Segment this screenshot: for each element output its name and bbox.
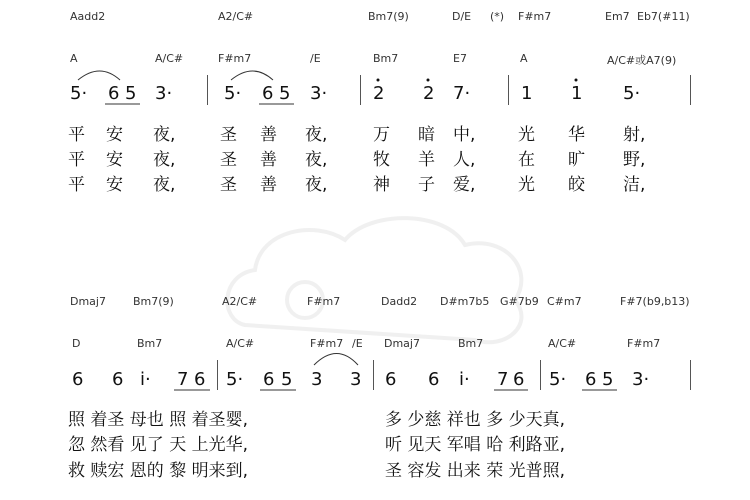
chord: Bm7 <box>458 337 484 350</box>
lyric-line: 圣 容发 出来 荣 光普照, <box>385 461 566 481</box>
lyric-line: 照 着圣 母也 照 着圣婴, <box>68 410 249 430</box>
lyric-char: 爱, <box>453 175 476 195</box>
top-chord: Em7 <box>605 10 630 23</box>
lyric-char: 夜, <box>305 150 328 170</box>
slur <box>231 71 273 80</box>
top-chord: A2/C# <box>218 10 254 23</box>
chord: Dmaj7 <box>384 337 420 350</box>
top-chord: (*) <box>490 10 505 23</box>
lyric-char: 子 <box>418 175 435 195</box>
note: 5· <box>70 83 88 104</box>
note: 1 <box>521 83 533 104</box>
note: 3· <box>310 83 328 104</box>
top-chord: Dadd2 <box>381 295 418 308</box>
lyric-char: 华 <box>568 125 585 145</box>
lyric-char: 夜, <box>153 150 176 170</box>
chord: E7 <box>453 52 467 65</box>
top-chord: Bm7(9) <box>133 295 174 308</box>
note: 5· <box>226 369 244 390</box>
lyric-line: 救 赎宏 恩的 黎 明来到, <box>68 461 249 481</box>
lyric-char: 旷 <box>568 150 585 170</box>
lyric-char: 中, <box>453 125 476 145</box>
chord: /E <box>310 52 321 65</box>
top-chord: G#7b9 <box>500 295 539 308</box>
chord: F#m7 <box>218 52 252 65</box>
top-chord: Dmaj7 <box>70 295 106 308</box>
lyric-char: 平 <box>68 175 85 195</box>
note: i· <box>459 369 470 390</box>
note: 6 <box>585 369 597 390</box>
lyric-char: 暗 <box>418 125 435 145</box>
lyric-line: 听 见天 军唱 哈 利路亚, <box>385 435 566 455</box>
note: 6 <box>112 369 124 390</box>
slur <box>78 71 120 80</box>
note: i· <box>140 369 151 390</box>
lyric-char: 圣 <box>220 175 237 195</box>
chord: A <box>520 52 528 65</box>
lyric-char: 夜, <box>153 175 176 195</box>
top-chord: D#m7b5 <box>440 295 490 308</box>
chord: F#m7 <box>310 337 344 350</box>
top-chord: Eb7(#11) <box>637 10 690 23</box>
top-chord: A2/C# <box>222 295 258 308</box>
lyric-char: 人, <box>453 150 476 170</box>
chord: Bm7 <box>137 337 163 350</box>
chord: A/C# <box>226 337 255 350</box>
lyric-char: 射, <box>623 125 646 145</box>
note: 5· <box>623 83 641 104</box>
chord: A/C# <box>548 337 577 350</box>
top-chord: F#m7 <box>518 10 552 23</box>
top-chord: F#m7 <box>307 295 341 308</box>
lyric-line: 忽 然看 见了 天 上光华, <box>68 435 249 455</box>
octave-dot <box>427 79 430 82</box>
note: 3· <box>632 369 650 390</box>
lyric-char: 善 <box>260 150 277 170</box>
lyric-char: 安 <box>106 125 123 145</box>
chord: F#m7 <box>627 337 661 350</box>
note: 6 <box>72 369 84 390</box>
lyric-char: 光 <box>518 175 535 195</box>
lyric-char: 神 <box>373 175 390 195</box>
lyric-char: 夜, <box>153 125 176 145</box>
chord: A <box>70 52 78 65</box>
lyric-char: 善 <box>260 125 277 145</box>
top-chord: F#7(b9,b13) <box>620 295 690 308</box>
top-chord: Aadd2 <box>70 10 106 23</box>
note: 6 <box>108 83 120 104</box>
octave-dot <box>377 79 380 82</box>
top-chord: D/E <box>452 10 472 23</box>
note: 6 <box>428 369 440 390</box>
note: 6 <box>513 369 525 390</box>
chord: A/C# <box>155 52 184 65</box>
note: 3 <box>350 369 362 390</box>
lyric-char: 牧 <box>373 150 390 170</box>
lyric-char: 夜, <box>305 175 328 195</box>
lyric-char: 皎 <box>568 175 585 195</box>
note: 1 <box>571 83 583 104</box>
note: 5 <box>279 83 291 104</box>
note: 5 <box>281 369 293 390</box>
lyric-char: 善 <box>260 175 277 195</box>
top-chord: C#m7 <box>547 295 582 308</box>
note: 6 <box>263 369 275 390</box>
note: 3· <box>155 83 173 104</box>
note: 6 <box>385 369 397 390</box>
note: 3 <box>311 369 323 390</box>
note: 5· <box>224 83 242 104</box>
lyric-char: 羊 <box>418 150 435 170</box>
chord: A/C#或A7(9) <box>607 54 677 67</box>
lyric-char: 圣 <box>220 150 237 170</box>
note: 7 <box>177 369 189 390</box>
slur <box>314 354 358 366</box>
lyric-char: 安 <box>106 175 123 195</box>
lyric-char: 平 <box>68 150 85 170</box>
lyric-char: 圣 <box>220 125 237 145</box>
note: 5 <box>125 83 137 104</box>
note: 7 <box>497 369 509 390</box>
lyric-char: 野, <box>623 150 646 170</box>
lyric-char: 夜, <box>305 125 328 145</box>
note: 7· <box>453 83 471 104</box>
lyric-char: 平 <box>68 125 85 145</box>
octave-dot <box>575 79 578 82</box>
lyric-line: 多 少慈 祥也 多 少天真, <box>385 410 566 430</box>
lyric-char: 洁, <box>623 175 646 195</box>
chord: /E <box>352 337 363 350</box>
note: 6 <box>262 83 274 104</box>
top-chord: Bm7(9) <box>368 10 409 23</box>
lyric-char: 安 <box>106 150 123 170</box>
lyric-char: 在 <box>518 150 535 170</box>
note: 2 <box>373 83 385 104</box>
chord: D <box>72 337 81 350</box>
note: 5 <box>602 369 614 390</box>
note: 5· <box>549 369 567 390</box>
chord: Bm7 <box>373 52 399 65</box>
note: 6 <box>194 369 206 390</box>
note: 2 <box>423 83 435 104</box>
lyric-char: 光 <box>518 125 535 145</box>
lyric-char: 万 <box>373 125 390 145</box>
